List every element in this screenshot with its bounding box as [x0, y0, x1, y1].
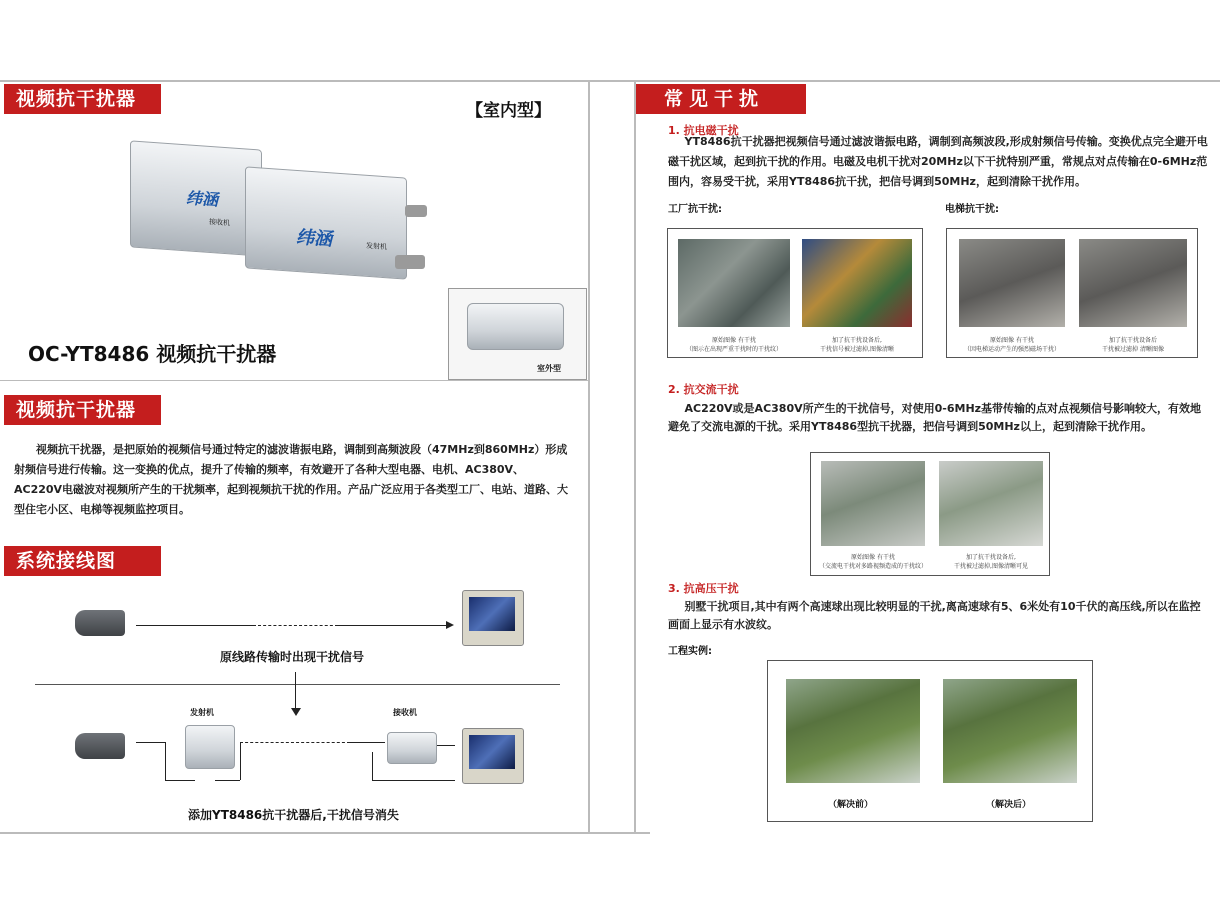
- camera-icon: [75, 610, 125, 636]
- project-photo-before: [786, 679, 920, 783]
- indoor-tag: 【室内型】: [466, 101, 551, 121]
- elevator-label: 电梯抗干扰:: [945, 204, 999, 215]
- elevator-caption-b: 加了抗干扰设备后: [1108, 337, 1157, 344]
- section-band-wiring: 系统接线图: [4, 546, 161, 576]
- section-2-title: 2. 抗交流干扰: [668, 383, 739, 396]
- diagram-caption-after: 添加YT8486抗干扰器后,干扰信号消失: [188, 808, 399, 822]
- factory-caption-a: 原始图像 有干扰: [712, 337, 756, 344]
- bnc-connector-icon: [395, 255, 425, 269]
- dashed-line: [258, 625, 338, 626]
- elevator-photo-before: [959, 239, 1065, 327]
- ac-caption-b: 加了抗干扰设备后,: [966, 554, 1016, 561]
- elevator-caption-a: 原始图像 有干扰: [990, 337, 1034, 344]
- wire-line: [136, 742, 166, 743]
- wire-line-9: [437, 745, 455, 746]
- down-arrow-line: [295, 672, 296, 710]
- section-band-product: 视频抗干扰器: [4, 84, 161, 114]
- section-3-title: 3. 抗高压干扰: [668, 582, 739, 595]
- elevator-panel: [946, 228, 1198, 358]
- outdoor-device-image: [467, 303, 564, 350]
- wire-line-6: [350, 742, 385, 743]
- elevator-caption-a2: （因电梯运动产生的强烈磁场干扰）: [963, 346, 1060, 353]
- diagram-tx-label: 发射机: [190, 708, 214, 717]
- factory-panel: [667, 228, 923, 358]
- section-3-text: 别墅干扰项目,其中有两个高速球出现比较明显的干扰,离高速球有5、6米处有10千伏的高压线,所以在监控画面上显示有水波纹。: [668, 600, 1201, 631]
- elevator-caption-b2: 干扰被过滤掉 清晰图像: [1102, 346, 1164, 353]
- factory-caption-a2: （图示在出现严重干扰时的干扰纹）: [685, 346, 782, 353]
- diagram-transmitter: [185, 725, 235, 769]
- page-divider: [588, 80, 590, 834]
- section-rule: [0, 380, 588, 381]
- wire-line-2: [165, 742, 166, 780]
- ac-photo-before: [821, 461, 925, 546]
- ac-caption-b2: 干扰被过滤掉,图像清晰可见: [954, 563, 1028, 570]
- monitor-icon: [462, 590, 524, 646]
- diagram-receiver: [387, 732, 437, 764]
- section-2-text: AC220V或是AC380V所产生的干扰信号，对使用0-6MHz基带传输的点对点视频信号影响较大，有效地避免了交流电源的干扰。采用YT8486型抗干扰器，把信号调到50MHz以上，起到清除干扰作用。: [668, 402, 1202, 433]
- ac-caption-a2: （交流电干扰对多路视频造成的干扰纹）: [818, 563, 927, 570]
- project-panel: [767, 660, 1093, 822]
- wire-line-3: [165, 780, 195, 781]
- factory-caption-b2: 干扰信号被过滤掉,图像清晰: [820, 346, 894, 353]
- ac-caption-a: 原始图像 有干扰: [851, 554, 895, 561]
- diagram-caption-before: 原线路传输时出现干扰信号: [220, 650, 365, 664]
- brand-logo-2: 纬涵: [296, 226, 332, 251]
- arrow-line: [136, 625, 256, 626]
- camera-icon-2: [75, 733, 125, 759]
- factory-photo-before: [678, 239, 790, 327]
- down-arrow-icon: [291, 708, 301, 716]
- diagram-rx-label: 接收机: [393, 708, 417, 717]
- factory-caption-b: 加了抗干扰设备后,: [832, 337, 882, 344]
- transmitter-device-image: [245, 166, 407, 279]
- receiver-label: 接收机: [209, 217, 230, 228]
- page-divider-right: [634, 80, 636, 834]
- ac-photo-after: [939, 461, 1043, 546]
- outdoor-caption: 室外型: [537, 364, 561, 373]
- wire-line-5: [215, 780, 240, 781]
- bottom-rule: [0, 832, 650, 834]
- section-band-interference: 常见干扰: [636, 84, 806, 114]
- project-photo-after: [943, 679, 1077, 783]
- project-label: 工程实例:: [668, 646, 712, 657]
- arrow-head-icon: [446, 621, 454, 629]
- top-rule: [0, 80, 1220, 82]
- product-title: OC-YT8486 视频抗干扰器: [28, 342, 277, 366]
- arrow-line-2: [338, 625, 450, 626]
- brand-logo: 纬涵: [186, 188, 219, 210]
- product-description: 视频抗干扰器，是把原始的视频信号通过特定的滤波谐振电路，调制到高频波段（47MHz到860MHz）形成射频信号进行传输。这一变换的优点，提升了传输的频率，有效避开了各种大型电器、电机、AC380V、AC220V电磁波对视频所产生的干扰频率，起到视频抗干扰的作用。产品广泛应用于各类型工厂、电站、道路、大型住宅小区、电梯等视频监控项目。: [14, 443, 569, 516]
- monitor-icon-2: [462, 728, 524, 784]
- dashed-line-2: [240, 742, 350, 743]
- caption-after: （解决后）: [986, 800, 1032, 810]
- elevator-photo-after: [1079, 239, 1187, 327]
- section-1-title: 1. 抗电磁干扰: [668, 124, 739, 137]
- ac-panel: [810, 452, 1050, 576]
- receiver-device-image: [130, 140, 262, 256]
- transmitter-label: 发射机: [366, 241, 387, 252]
- outdoor-inset: [448, 288, 587, 380]
- caption-before: （解决前）: [828, 800, 874, 810]
- section-1-text: YT8486抗干扰器把视频信号通过滤波谐振电路，调制到高频波段,形成射频信号传输。变换优点完全避开电磁干扰区域，起到抗干扰的作用。电磁及电机干扰对20MHz以下干扰特别严重，常规点对点传输在0-6MHz范围内，容易受干扰，采用YT8486抗干扰，把信号调到50MHz，起到清除干扰作用。: [668, 135, 1208, 188]
- factory-photo-after: [802, 239, 912, 327]
- bnc-connector-icon-2: [405, 205, 427, 217]
- section-band-intro: 视频抗干扰器: [4, 395, 161, 425]
- wire-line-8: [372, 780, 455, 781]
- wire-line-4: [240, 742, 241, 780]
- divider-line: [35, 684, 560, 685]
- factory-label: 工厂抗干扰:: [668, 204, 722, 215]
- wire-line-7: [372, 752, 373, 780]
